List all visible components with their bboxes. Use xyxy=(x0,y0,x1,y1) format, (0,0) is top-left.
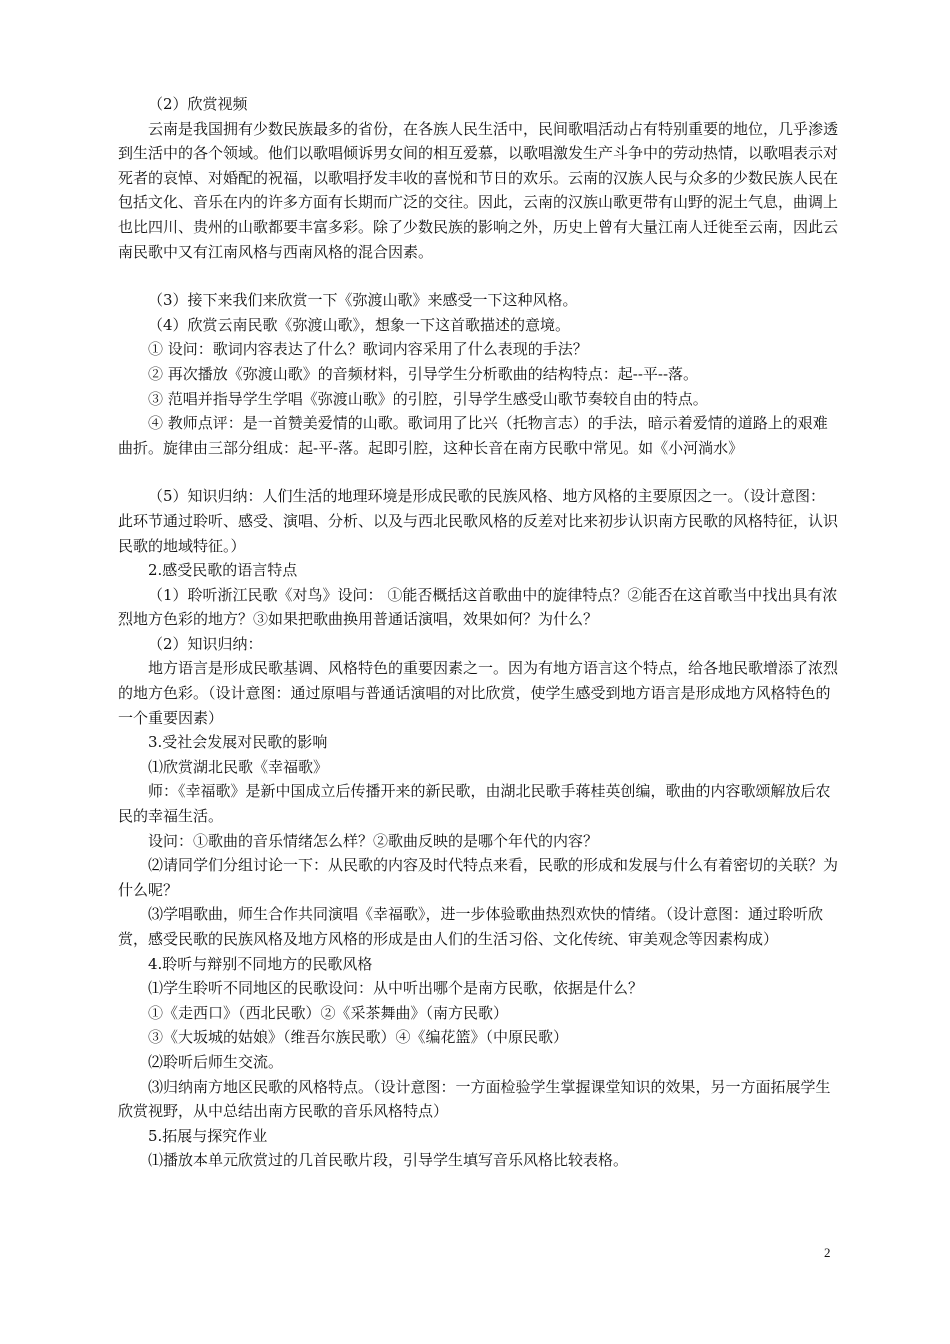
body-paragraph: ⑴播放本单元欣赏过的几首民歌片段，引导学生填写音乐风格比较表格。 xyxy=(148,1151,629,1170)
page-number: 2 xyxy=(824,1245,831,1260)
subsection-heading: ⑴欣赏湖北民歌《幸福歌》 xyxy=(148,757,329,776)
section-heading: 3.受社会发展对民歌的影响 xyxy=(148,733,328,752)
body-paragraph: ⑶归纳南方地区民歌的风格特点。（设计意图：一方面检验学生掌握课堂知识的效果，另一方面拓展学生欣赏视野，从中总结出南方民歌的音乐风格特点） xyxy=(118,1077,831,1121)
list-item: ①《走西口》（西北民歌）②《采茶舞曲》（南方民歌） xyxy=(148,1003,509,1022)
paragraph-gap xyxy=(118,264,838,288)
body-paragraph: 师：《幸福歌》是新中国成立后传播开来的新民歌，由湖北民歌手蒋桂英创编，歌曲的内容歌颂解放后农民的幸福生活。 xyxy=(118,782,831,826)
body-paragraph: ⑵请同学们分组讨论一下：从民歌的内容及时代特点来看，民歌的形成和发展与什么有着密切的关联？为什么呢？ xyxy=(118,856,839,899)
body-paragraph: （5）知识归纳：人们生活的地理环境是形成民歌的民族风格、地方风格的主要原因之一。（设计意图：此环节通过聆听、感受、演唱、分析、以及与西北民歌风格的反差对比来初步认识南方民歌的风格特征，认识民歌的地域特征。） xyxy=(118,487,839,555)
body-paragraph: 地方语言是形成民歌基调、风格特色的重要因素之一。因为有地方语言这个特点，给各地民歌增添了浓烈的地方色彩。（设计意图：通过原唱与普通话演唱的对比欣赏，使学生感受到地方语言是形成地方风格特色的一个重要因素） xyxy=(118,659,839,727)
body-paragraph: 设问：①歌曲的音乐情绪怎么样？②歌曲反映的是哪个年代的内容？ xyxy=(148,831,599,850)
list-item: ③ 范唱并指导学生学唱《弥渡山歌》的引腔，引导学生感受山歌节奏较自由的特点。 xyxy=(148,389,708,408)
body-paragraph: ⑶学唱歌曲，师生合作共同演唱《幸福歌》，进一步体验歌曲热烈欢快的情绪。（设计意图：通过聆听欣赏，感受民歌的民族风格及地方风格的形成是由人们的生活习俗、文化传统、审美观念等因素构成） xyxy=(118,905,824,948)
body-paragraph: 云南是我国拥有少数民族最多的省份，在各族人民生活中，民间歌唱活动占有特别重要的地位，几乎渗透到生活中的各个领域。他们以歌唱倾诉男女间的相互爱慕，以歌唱激发生产斗争中的劳动热情，以歌唱表示对死者的哀悼、对婚配的祝福，以歌唱抒发丰收的喜悦和节日的欢乐。云南的汉族人民与众多的少数民族人民在包括文化、音乐在内的许多方面有长期而广泛的交往。因此，云南的汉族山歌更带有山野的泥土气息，曲调上也比四川、贵州的山歌都要丰富多彩。除了少数民族的影响之外，历史上曾有大量江南人迁徙至云南，因此云南民歌中又有江南风格与西南风格的混合因素。 xyxy=(118,119,839,261)
section-heading: 5.拓展与探究作业 xyxy=(148,1126,268,1145)
list-item: ④ 教师点评：是一首赞美爱情的山歌。歌词用了比兴（托物言志）的手法，暗示着爱情的道路上的艰难曲折。旋律由三部分组成：起-平-落。起即引腔，这种长音在南方民歌中常见。如《小河淌水》 xyxy=(118,414,828,457)
body-paragraph: （4）欣赏云南民歌《弥渡山歌》，想象一下这首歌描述的意境。 xyxy=(148,315,571,334)
section-heading: 4.聆听与辩别不同地方的民歌风格 xyxy=(148,954,373,973)
body-paragraph: （3）接下来我们来欣赏一下《弥渡山歌》来感受一下这种风格。 xyxy=(148,291,578,310)
list-item: ③《大坂城的姑娘》（维吾尔族民歌）④《编花篮》（中原民歌） xyxy=(148,1028,569,1047)
body-paragraph: ⑴学生聆听不同地区的民歌设问：从中听出哪个是南方民歌，依据是什么？ xyxy=(148,979,644,998)
list-item: ① 设问：歌词内容表达了什么？歌词内容采用了什么表现的手法？ xyxy=(148,340,588,359)
body-paragraph: ⑵聆听后师生交流。 xyxy=(148,1052,284,1071)
paragraph-gap xyxy=(118,460,838,484)
document-body xyxy=(118,92,838,1173)
section-heading: 2.感受民歌的语言特点 xyxy=(148,561,298,580)
body-paragraph: （1）聆听浙江民歌《对鸟》设问： ①能否概括这首歌曲中的旋律特点？②能否在这首歌当中找出具有浓烈地方色彩的地方？③如果把歌曲换用普通话演唱，效果如何？为什么？ xyxy=(118,585,838,629)
subsection-heading: （2）欣赏视频 xyxy=(148,95,248,113)
list-item: ② 再次播放《弥渡山歌》的音频材料，引导学生分析歌曲的结构特点：起--平--落。 xyxy=(148,364,699,383)
subsection-heading: （2）知识归纳： xyxy=(148,634,263,653)
